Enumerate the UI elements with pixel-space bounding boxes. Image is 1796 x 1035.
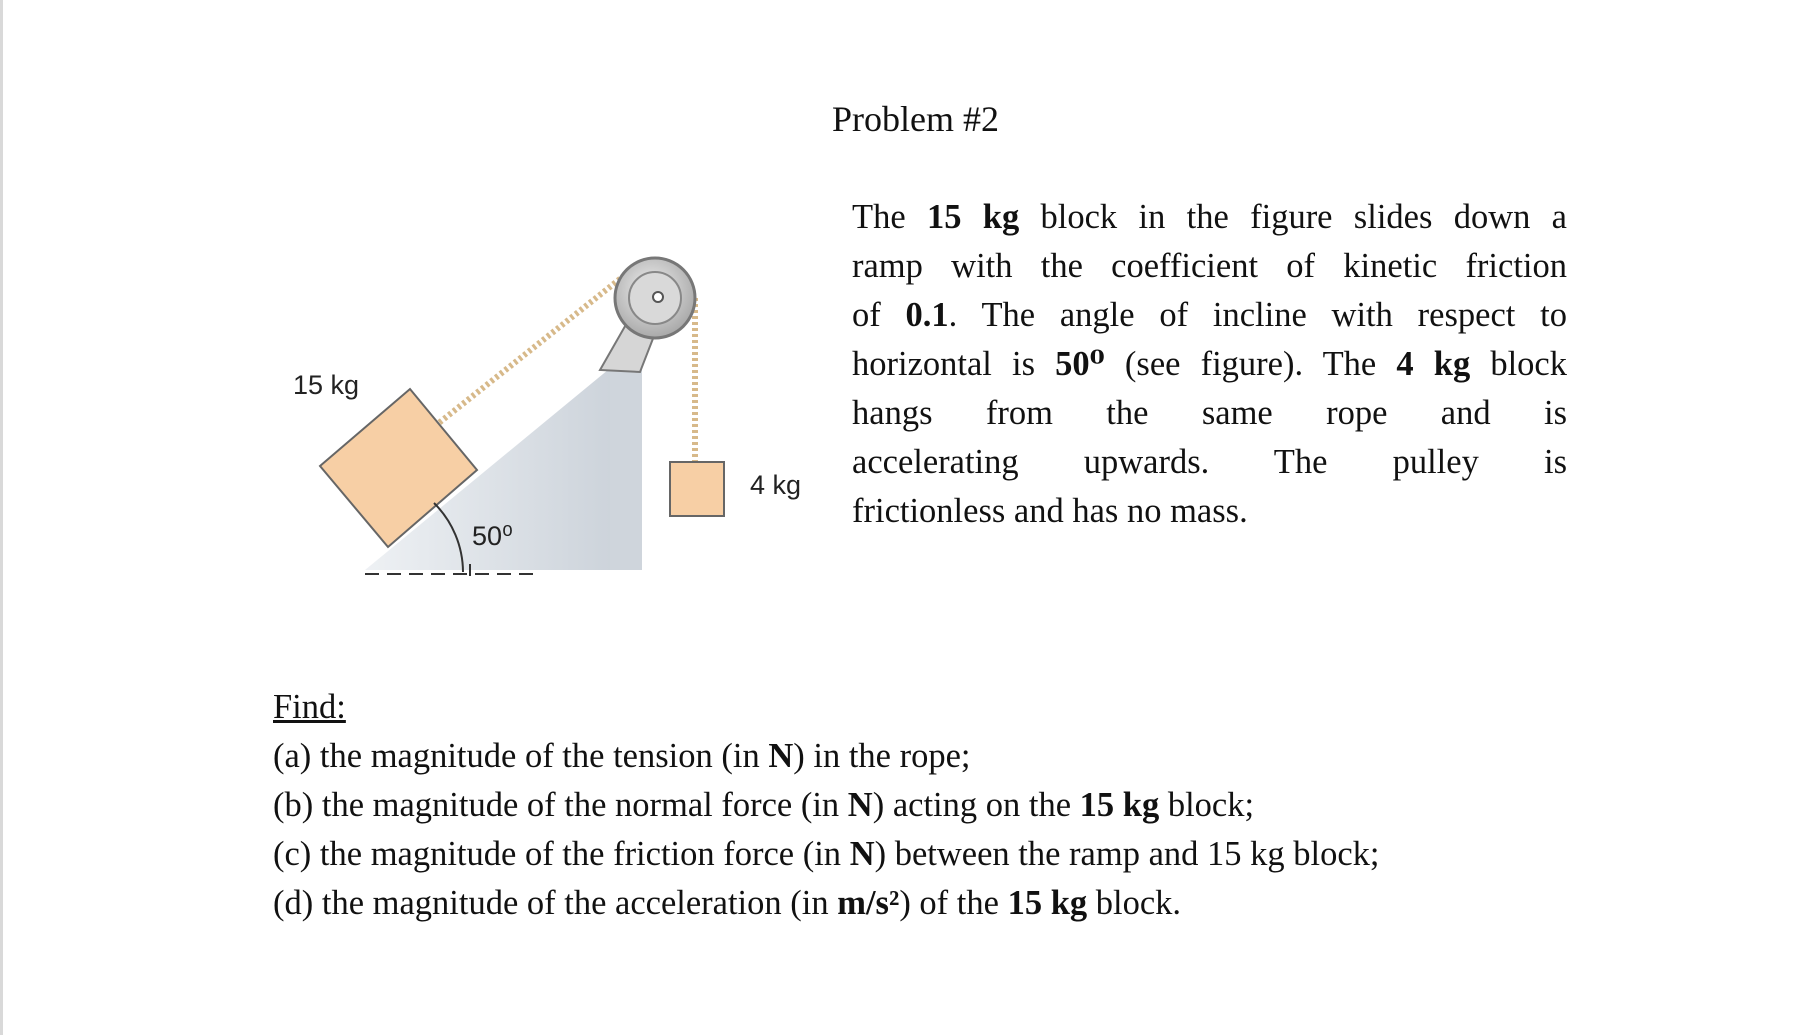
label-4kg: 4 kg [750,470,802,500]
problem-text-line: of 0.1. The angle of incline with respect to [852,296,1567,334]
problem-title: Problem #2 [832,99,999,139]
bold-value: 50⁰ [1055,345,1105,383]
find-item: (a) the magnitude of the tension (in N) in the rope; [273,737,971,775]
find-item: (d) the magnitude of the acceleration (in m/s²) of the 15 kg block. [273,884,1182,922]
bold-value: 4 kg [1396,345,1471,383]
label-15kg: 15 kg [293,370,360,400]
problem-text-line: horizontal is 50⁰ (see figure). The 4 kg block [852,345,1567,383]
bold-value: 15 kg [926,198,1020,236]
problem-paragraph [852,193,1567,536]
find-heading: Find: [273,688,346,726]
find-section [273,683,1380,928]
bold-value: N [847,786,873,824]
problem-statement [852,193,1567,536]
bold-value: 0.1 [905,296,949,334]
problem-text-line: accelerating upwards. The pulley is [852,443,1567,481]
problem-text-line: ramp with the coefficient of kinetic friction [852,247,1567,285]
block-4kg [670,462,724,516]
bold-value: N [849,835,875,873]
problem-text-line: The 15 kg block in the figure slides down a [852,198,1567,236]
pulley-support [610,350,642,570]
find-item: (c) the magnitude of the friction force (in N) between the ramp and 15 kg block; [273,835,1380,873]
pulley-icon [615,258,695,338]
problem-text-line: frictionless and has no mass. [852,492,1248,530]
find-list [273,732,1380,928]
bold-value: 15 kg [1079,786,1160,824]
problem-text-line: hangs from the same rope and is [852,394,1567,432]
bold-value: m/s² [837,884,900,922]
bold-value: 15 kg [1007,884,1088,922]
bold-value: N [768,737,794,775]
label-angle: 50⁰ [472,521,513,551]
find-item: (b) the magnitude of the normal force (in N) acting on the 15 kg block; [273,786,1255,824]
